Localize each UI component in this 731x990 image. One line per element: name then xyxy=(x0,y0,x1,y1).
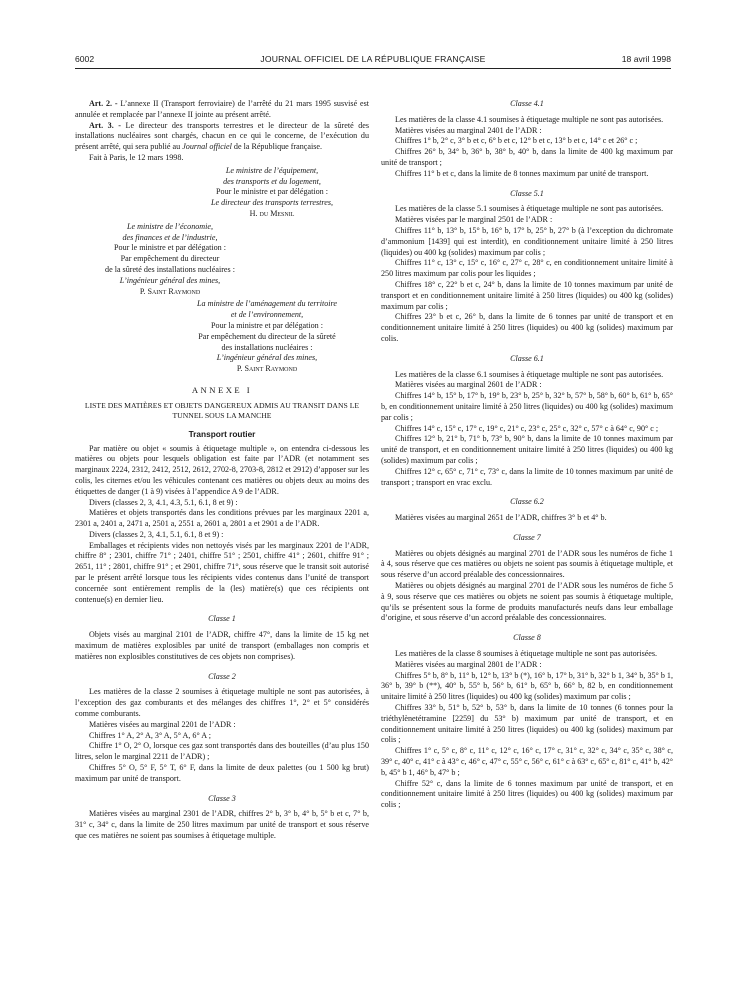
classe-6-1-text-3: Chiffres 14° b, 15° b, 17° b, 19° b, 23° b, 25° b, 32° b, 57° b, 58° b, 60° b, 61° b, 65° b, en conditionnement unitaire limité à 250 litres (liquides) ou 400 kg (solides) maximum par colis ; xyxy=(381,391,673,422)
classe-3-heading: Classe 3 xyxy=(208,793,236,803)
classe-5-1-text-2: Matières visées par le marginal 2501 de l’ADR : xyxy=(395,215,553,225)
page-number: 6002 xyxy=(75,54,95,64)
issue-date: 18 avril 1998 xyxy=(621,54,671,64)
classe-7-heading: Classe 7 xyxy=(513,532,541,542)
classe-5-1-heading: Classe 5.1 xyxy=(510,188,544,198)
article-2: Art. 2. - L’annexe II (Transport ferroviaire) de l’arrêté du 21 mars 1995 susvisé est annulée et remplacée par l’annexe II jointe au présent arrêté. xyxy=(75,99,369,119)
divers-1-text: Matières et objets transportés dans les conditions prévues par les marginaux 2201 a, 2301 a, 2401 a, 2471 a, 2501 a, 2551 a, 2601 a, 2801 a et 2901 a de l’ADR. xyxy=(75,508,369,529)
classe-6-1-text-6: Chiffres 12° c, 65° c, 71° c, 73° c, dans la limite de 10 tonnes maximum par unité de transport ; transport en vrac exclu. xyxy=(381,466,673,487)
right-column xyxy=(381,99,673,811)
page-header xyxy=(75,54,671,68)
classe-4-1-text-2: Matières visées au marginal 2401 de l’ADR : xyxy=(395,125,542,135)
classe-6-1-text-2: Matières visées au marginal 2601 de l’ADR : xyxy=(395,380,542,390)
classe-6-1-heading: Classe 6.1 xyxy=(510,353,544,363)
classe-8-text-2: Matières visées au marginal 2801 de l’ADR : xyxy=(395,659,542,669)
classe-1-text: Objets visés au marginal 2101 de l’ADR, chiffre 47°, dans la limite de 15 kg net maximum de matières explosibles par unité de transport (emballages non compris et matières non explosibles constitutives de ces objets non comprises). xyxy=(75,630,369,661)
journal-title: JOURNAL OFFICIEL DE LA RÉPUBLIQUE FRANÇAISE xyxy=(260,54,486,64)
divers-2-heading: Divers (classes 2, 3, 4.1, 5.1, 6.1, 8 et 9) : xyxy=(89,529,224,539)
classe-2-heading: Classe 2 xyxy=(208,671,236,681)
liste-title: LISTE DES MATIÈRES ET OBJETS DANGEREUX ADMIS AU TRANSIT DANS LE TUNNEL SOUS LA MANCHE xyxy=(84,400,360,420)
classe-2-text-3: Chiffres 1° A, 2° A, 3° A, 5° A, 6° A ; xyxy=(89,730,211,740)
classe-4-1-text-5: Chiffres 11° b et c, dans la limite de 8 tonnes maximum par unité de transport. xyxy=(395,168,649,178)
classe-4-1-heading: Classe 4.1 xyxy=(510,99,544,108)
classe-4-1-text-3: Chiffres 1° b, 2° c, 3° b et c, 6° b et c, 12° b et c, 13° b et c, 14° c et 26° c ; xyxy=(395,136,638,146)
classe-5-1-text-5: Chiffres 18° c, 22° b et c, 24° b, dans la limite de 10 tonnes maximum par unité de transport et en conditionnement unitaire limité à 250 litres (liquides) ou 400 kg (solides) maximum par colis ; xyxy=(381,279,673,311)
classe-5-1-text-3: Chiffres 11° b, 13° b, 15° b, 16° b, 17° b, 25° b, 27° b (à l’exception du dichromate d’ammonium [1439] qui est interdit), en conditionnement unitaire limité à 250 litres (liquides) ou 400 kg (solides) maximum par colis ; xyxy=(381,225,673,257)
classe-6-2-heading: Classe 6.2 xyxy=(510,497,544,507)
classe-8-text-6: Chiffre 52° c, dans la limite de 6 tonnes maximum par unité de transport, et en conditionnement unitaire limité à 250 litres (liquides) ou 400 kg (solides) maximum par colis ; xyxy=(381,778,673,810)
transport-routier-heading: Transport routier xyxy=(188,428,256,439)
classe-3-text: Matières visées au marginal 2301 de l’ADR, chiffres 2° b, 3° b, 4° b, 5° b et c, 7° b, 31° c, 34° c, dans la limite de 250 litres maximum par unité de transport et sous réserve que ces matières ne soient pas soumises à étiquetage multiple. xyxy=(75,809,369,841)
classe-1-heading: Classe 1 xyxy=(208,614,236,624)
classe-8-text-3: Chiffres 5° b, 8° b, 11° b, 12° b, 13° b (*), 16° b, 17° b, 31° b, 32° b 1, 34° b, 35° b 1, 36° b, 39° b (**), 40° b, 55° b, 56° b, 61° b, 65° b, 66° b, 82 b, en conditionnement unitaire limité à 250 litres (liquides) ou 400 kg (solides) maximum par colis ; xyxy=(381,670,673,702)
classe-5-1-text-1: Les matières de la classe 5.1 soumises à étiquetage multiple ne sont pas autorisées. xyxy=(395,204,664,214)
classe-5-1-text-4: Chiffres 11° c, 13° c, 15° c, 16° c, 27° c, 28° c, en conditionnement unitaire limité à 250 litres maximum par colis pour les liquides ; xyxy=(381,258,673,279)
classe-8-heading: Classe 8 xyxy=(513,633,541,643)
signature-block-1: Le ministre de l’équipement, des transports et du logement, Pour le ministre et par délégation : Le directeur des transports terrestres, H. du Mesnil xyxy=(210,165,334,218)
definition-paragraph: Par matière ou objet « soumis à étiquetage multiple », on entendra ci-dessous les matières ou objets pour lesquels obligation est faite par l’ADR (et notamment ses marginaux 2224, 2312, 2412, 2512, 2612, 2702-8, 2703-8, 2812 et 2912) d’apposer sur les colis, les citernes et/ou les véhicules contenant ces matières ou objets deux au moins des étiquettes de danger (1 à 9) visées à l’appendice A 9 de l’ADR. xyxy=(75,443,369,496)
signature-block-3: La ministre de l’aménagement du territoire et de l’environnement, Pour la ministre et par délégation : Par empêchement du directeur de la sûreté des installations nucléaires : L’ingénieur général des mines, P. Saint Raymond xyxy=(197,299,337,374)
annexe-title: ANNEXE I xyxy=(191,384,253,395)
classe-5-1-text-6: Chiffres 23° b et c, 26° b, dans la limite de 6 tonnes par unité de transport et en conditionnement unitaire limité à 250 litres (liquides) ou 400 kg (solides) maximum par colis. xyxy=(381,312,673,343)
classe-8-text-4: Chiffres 33° b, 51° b, 52° b, 53° b, dans la limite de 10 tonnes (6 tonnes pour la triéthylènetétramine [2259] du 53° b) maximum par unité de transport, et en conditionnement unitaire limité à 250 litres (liquides) ou 400 kg (solides) maximum par colis ; xyxy=(381,703,673,745)
article-3: Art. 3. - Le directeur des transports terrestres et le directeur de la sûreté des installations nucléaires sont chargés, chacun en ce qui le concerne, de l’exécution du présent arrêté, qui sera publié au Journal officiel de la République française. xyxy=(75,120,370,152)
classe-4-1-text-1: Les matières de la classe 4.1 soumises à étiquetage multiple ne sont pas autorisées. xyxy=(395,114,664,124)
classe-8-text-1: Les matières de la classe 8 soumises à étiquetage multiple ne sont pas autorisées. xyxy=(395,649,658,659)
classe-2-text-5: Chiffres 5° O, 5° F, 5° T, 6° F, dans la limite de deux palettes (ou 1 500 kg brut) maximum par unité de transport. xyxy=(75,763,369,783)
classe-6-1-text-4: Chiffres 14° c, 15° c, 17° c, 19° c, 21° c, 23° c, 25° c, 32° c, 57° c à 64° c, 90° c ; xyxy=(395,423,659,433)
classe-7-text-2: Matières ou objets désignés au marginal 2701 de l’ADR sous les numéros de fiche 5 à 9, sous réserve que ces matières ou objets ne soient pas soumis à étiquetage multiple, qu’ils se présentent sous la forme de produits manufacturés neufs dans leur emballage d’origine, et sous réserve d’un accord préalable des concessionnaires. xyxy=(381,581,673,623)
fait-line: Fait à Paris, le 12 mars 1998. xyxy=(89,152,184,162)
classe-4-1-text-4: Chiffres 26° b, 34° b, 36° b, 38° b, 40° b, dans la limite de 400 kg maximum par unité de transport ; xyxy=(381,147,673,167)
divers-2-text: Emballages et récipients vides non nettoyés visés par les marginaux 2201 de l’ADR, chiffre 8° ; 2301, chiffre 71° ; 2401, chiffre 51° ; 2501, chiffre 41° ; 2601, chiffre 91° ; 2651, 11° ; 2801, chiffre 91° ; et 2901, chiffre 71°, sous réserve que le transit soit autorisé par le présent arrêté lorsque tous les récipients vides contenus dans l’unité de transport concernée sont entièrement remplis de la (les) matière(s) que ces récipients ont contenue(s) en dernier lieu. xyxy=(75,540,369,604)
classe-7-text-1: Matières ou objets désignés au marginal 2701 de l’ADR sous les numéros de fiche 1 à 4, sous réserve que ces matières ou objets ne soient pas soumis à étiquetage multiple, et sous réserve d’un accord préalable des concessionnaires. xyxy=(381,548,673,580)
left-column xyxy=(75,99,369,842)
classe-2-text-4: Chiffre 1° O, 2° O, lorsque ces gaz sont transportés dans des bouteilles (d’au plus 150 litres, selon le marginal 2211 de l’ADR) ; xyxy=(75,741,369,762)
classe-6-1-text-5: Chiffres 12° b, 21° b, 71° b, 73° b, 90° b, dans la limite de 10 tonnes maximum par unité de transport, et en conditionnement unitaire limité à 250 litres (liquides) ou 400 kg (solides) maximum par colis ; xyxy=(381,434,673,465)
divers-1-heading: Divers (classes 2, 3, 4.1, 4.3, 5.1, 6.1, 8 et 9) : xyxy=(89,497,238,507)
classe-6-1-text-1: Les matières de la classe 6.1 soumises à étiquetage multiple ne sont pas autorisées. xyxy=(395,369,664,379)
classe-8-text-5: Chiffres 1° c, 5° c, 8° c, 11° c, 12° c, 16° c, 17° c, 31° c, 32° c, 34° c, 35° c, 38° c, 39° c, 40° c, 41° c à 43° c, 46° c, 47° c, 55° c, 56° c, 61° c à 63° c, 65° c, 81° c, 41° b, 42° b, 45° b 1, 46° b, 47° b ; xyxy=(381,746,673,777)
classe-2-text-1: Les matières de la classe 2 soumises à étiquetage multiple ne sont pas autorisées, à l’exception des gaz comburants et des mélanges des chiffres 1°, 2° et 5° considérés comme comburants. xyxy=(75,687,369,719)
header-rule xyxy=(75,68,671,69)
signature-block-2: Le ministre de l’économie, des finances et de l’industrie, Pour le ministre et par délégation : Par empêchement du directeur de la sûreté des installations nucléaires : L’ingénieur général des mines, P. Saint Raymond xyxy=(105,221,235,296)
classe-6-2-text-1: Matières visées au marginal 2651 de l’ADR, chiffres 3° b et 4° b. xyxy=(395,513,607,523)
classe-2-text-2: Matières visées au marginal 2201 de l’ADR : xyxy=(89,719,236,729)
